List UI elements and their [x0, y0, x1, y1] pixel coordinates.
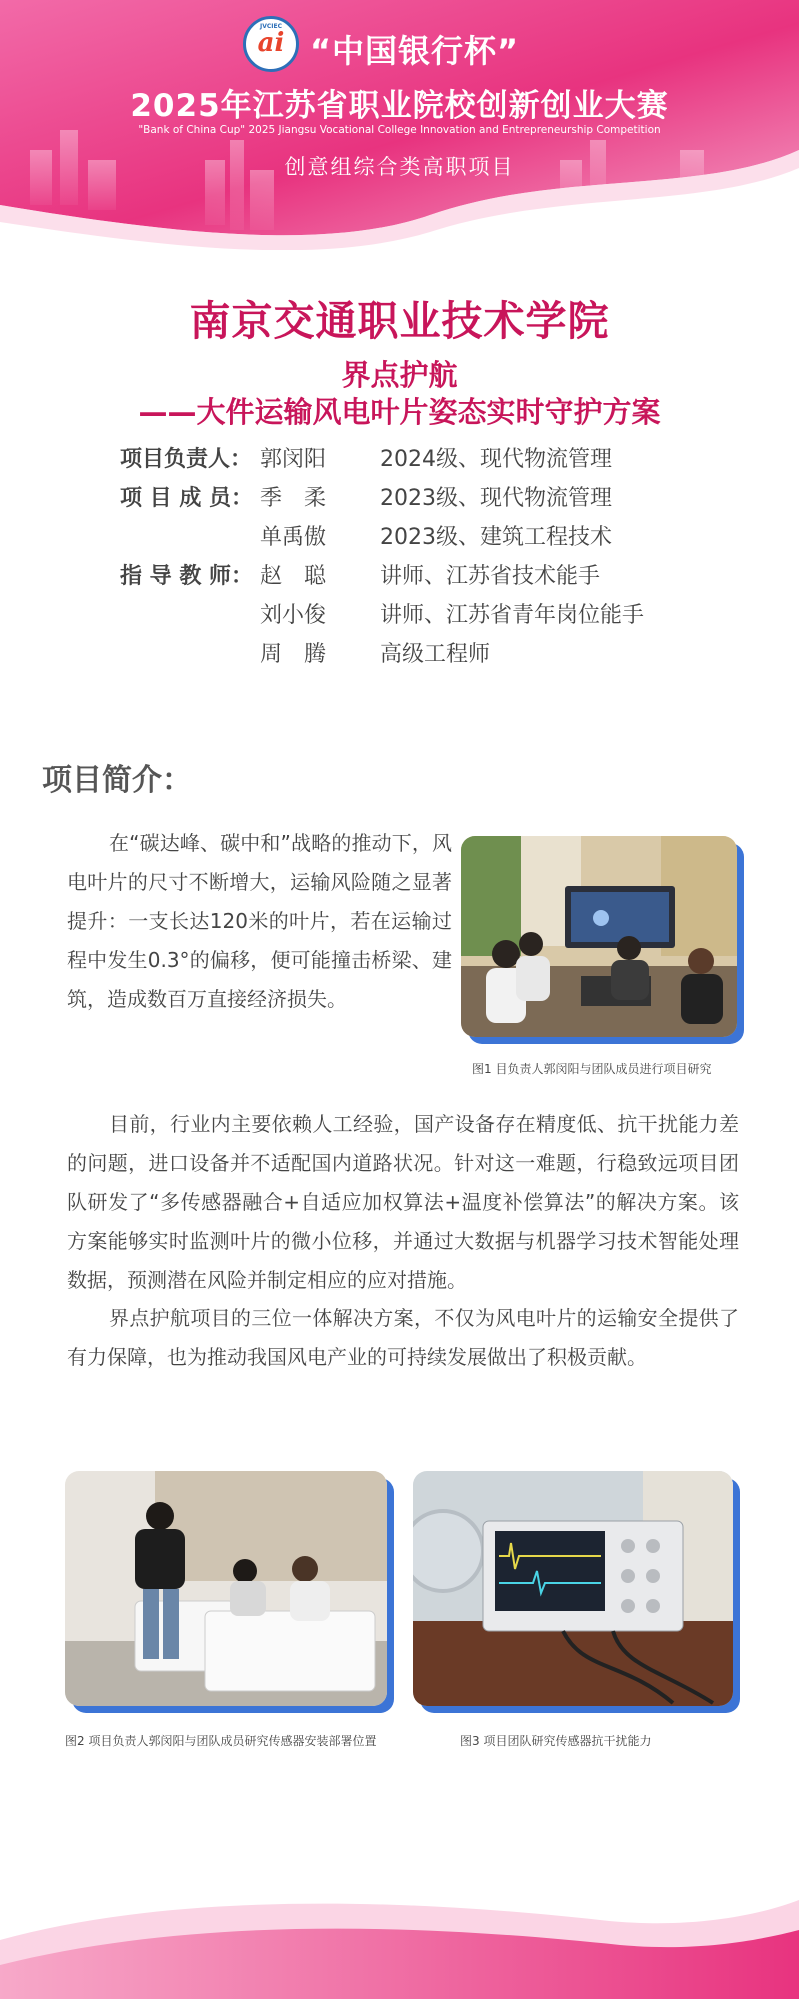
team-info: 2023级、现代物流管理 — [380, 486, 612, 511]
intro-paragraph-1: 在“碳达峰、碳中和”战略的推动下，风电叶片的尺寸不断增大，运输风险随之显著提升：一支长达120米的叶片，若在运输过程中发生0.3°的偏移，便可能撞击桥梁、建筑，造成数百万直接经济损失。 — [67, 831, 452, 1011]
footer-wave — [0, 1880, 799, 1999]
intro-paragraph-2: 目前，行业内主要依赖人工经验，国产设备存在精度低、抗干扰能力差的问题，进口设备并不适配国内道路状况。针对这一难题，行稳致远项目团队研发了“多传感器融合+自适应加权算法+温度补偿算法”的解决方案。该方案能够实时监测叶片的微小位移，并通过大数据与机器学习技术智能处理数据，预测潜在风险并制定相应的应对措施。 — [67, 1112, 739, 1292]
competition-title-en: "Bank of China Cup" 2025 Jiangsu Vocational College Innovation and Entrepreneurship Competition — [138, 124, 661, 136]
team-info: 2024级、现代物流管理 — [380, 447, 612, 472]
competition-track: 创意组综合类高职项目 — [284, 155, 515, 179]
lab-photo-illustration — [65, 1471, 387, 1706]
figure-2-photo — [65, 1471, 387, 1706]
team-name: 刘小俊 — [260, 603, 327, 628]
competition-logo — [243, 16, 299, 72]
meeting-photo-illustration — [461, 836, 737, 1037]
figure-3-caption: 图3 项目团队研究传感器抗干扰能力 — [460, 1734, 652, 1748]
team-info: 2023级、建筑工程技术 — [380, 525, 612, 550]
footer-wave-shape — [0, 1880, 799, 1999]
logo-text: JVCIEC — [259, 23, 282, 30]
logo-mark: ai — [257, 28, 285, 58]
figure-1-caption: 图1 目负责人郭闵阳与团队成员进行项目研究 — [472, 1062, 712, 1076]
figure-1-photo — [461, 836, 737, 1037]
oscilloscope-photo-illustration — [413, 1471, 733, 1706]
cup-name: “中国银行杯” — [310, 32, 520, 70]
team-role: 项目负责人： — [120, 447, 253, 472]
team-name: 郭闵阳 — [260, 447, 327, 472]
team-name: 赵 聪 — [260, 564, 327, 589]
team-info: 讲师、江苏省技术能手 — [380, 564, 601, 589]
intro-heading: 项目简介： — [42, 763, 192, 798]
team-name: 周 腾 — [260, 642, 327, 667]
team-info: 讲师、江苏省青年岗位能手 — [380, 603, 645, 628]
team-name: 季 柔 — [260, 486, 327, 511]
team-name: 单禹傲 — [260, 525, 327, 550]
project-title: 界点护航 — [341, 358, 458, 392]
school-name: 南京交通职业技术学院 — [189, 297, 610, 345]
figure-3-photo — [413, 1471, 733, 1706]
team-role: 指 导 教 师： — [120, 564, 253, 589]
intro-paragraph-3: 界点护航项目的三位一体解决方案，不仅为风电叶片的运输安全提供了有力保障，也为推动我国风电产业的可持续发展做出了积极贡献。 — [67, 1306, 739, 1369]
competition-title: 2025年江苏省职业院校创新创业大赛 — [130, 88, 669, 124]
project-subtitle: ——大件运输风电叶片姿态实时守护方案 — [138, 395, 661, 429]
team-info: 高级工程师 — [380, 642, 491, 667]
team-role: 项 目 成 员： — [120, 486, 253, 511]
header-banner — [0, 0, 799, 250]
figure-2-caption: 图2 项目负责人郭闵阳与团队成员研究传感器安装部署位置 — [65, 1734, 377, 1748]
